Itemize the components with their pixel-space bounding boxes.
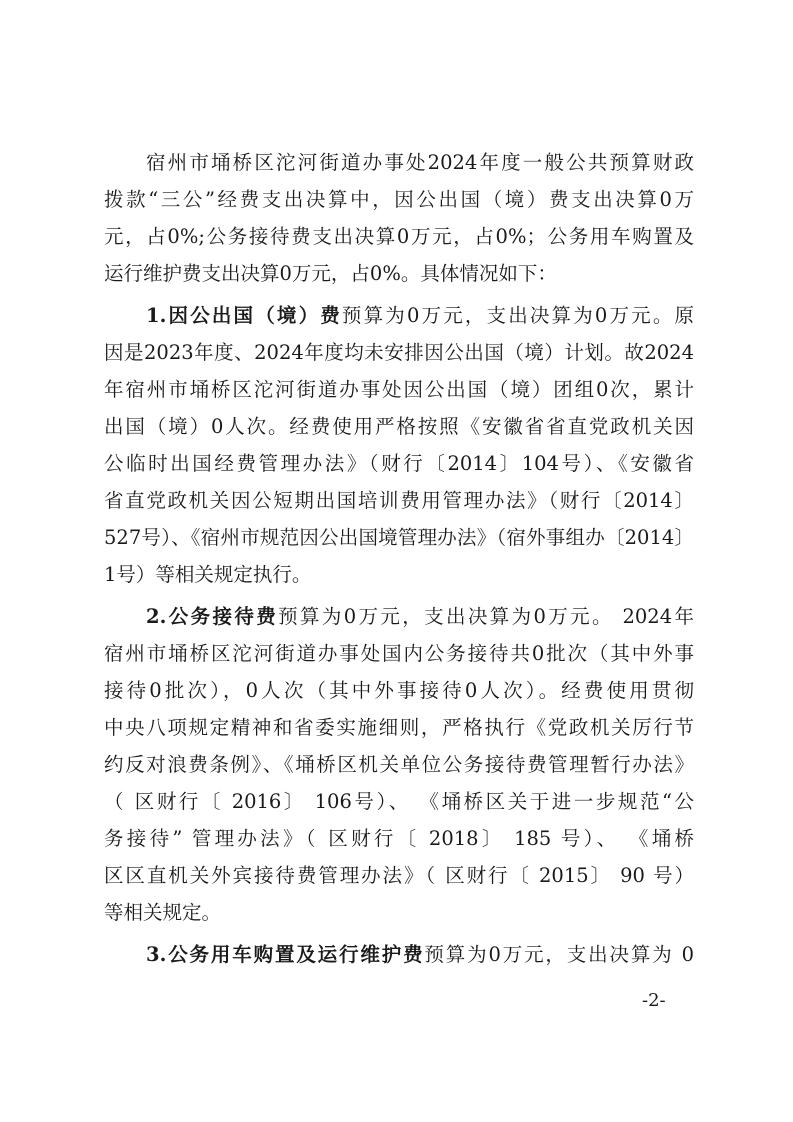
paragraph-3-line-3: 接待0批次），0人次（其中外事接待0人次）。经费使用贯彻 xyxy=(104,679,694,702)
paragraph-2-line-8: 1号）等相关规定执行。 xyxy=(104,563,312,586)
paragraph-3-line-9: 等相关规定。 xyxy=(104,901,222,924)
section-text-vehicles: 预算为0万元，支出决算为 0 xyxy=(424,943,694,966)
paragraph-1-line-4: 运行维护费支出决算0万元，占0%。具体情况如下： xyxy=(104,262,557,285)
section-heading-travel: 1.因公出国（境）费 xyxy=(146,304,342,327)
paragraph-2-line-1 xyxy=(146,302,694,330)
page-number: -2- xyxy=(642,990,666,1011)
paragraph-3-line-2: 宿州市埇桥区沱河街道办事处国内公务接待共0批次（其中外事 xyxy=(104,642,694,665)
paragraph-3-line-6: （ 区财行〔 2016〕 106号）、 《埇桥区关于进一步规范“公 xyxy=(104,790,694,813)
paragraph-2-line-2: 因是2023年度、2024年度均未安排因公出国（境）计划。故2024 xyxy=(104,341,694,364)
paragraph-1-line-1: 宿州市埇桥区沱河街道办事处2024年度一般公共预算财政 xyxy=(146,151,694,174)
section-heading-reception: 2.公务接待费 xyxy=(146,605,279,628)
paragraph-3-line-4: 中央八项规定精神和省委实施细则，严格执行《党政机关厉行节 xyxy=(104,716,694,739)
paragraph-2-line-5: 公临时出国经费管理办法》（财行〔2014〕104号）、《安徽省 xyxy=(104,452,694,475)
paragraph-3-line-7: 务接待” 管理办法》（ 区财行〔 2018〕 185 号）、 《埇桥 xyxy=(104,827,694,850)
paragraph-3-line-5: 约反对浪费条例》、《埇桥区机关单位公务接待费管理暂行办法》 xyxy=(104,753,694,776)
paragraph-2-line-3: 年宿州市埇桥区沱河街道办事处因公出国（境）团组0次，累计 xyxy=(104,378,694,401)
section-text-travel: 预算为0万元，支出决算为0万元。原 xyxy=(341,304,694,327)
paragraph-2-line-4: 出国（境）0人次。经费使用严格按照《安徽省省直党政机关因 xyxy=(104,415,694,438)
section-heading-vehicles: 3.公务用车购置及运行维护费 xyxy=(146,943,425,966)
paragraph-2-line-7: 527号）、《宿州市规范因公出国境管理办法》（宿外事组办〔2014〕 xyxy=(104,526,694,549)
paragraph-3-line-1 xyxy=(146,603,694,631)
paragraph-1-line-2: 拨款“三公”经费支出决算中，因公出国（境）费支出决算0万 xyxy=(104,188,694,211)
section-text-reception: 预算为0万元，支出决算为0万元。 2024年 xyxy=(278,605,694,628)
paragraph-1-line-3: 元，占0%;公务接待费支出决算0万元，占0%；公务用车购置及 xyxy=(104,225,694,248)
paragraph-3-line-8: 区区直机关外宾接待费管理办法》（ 区财行〔 2015〕 90 号） xyxy=(104,864,694,887)
paragraph-2-line-6: 省直党政机关因公短期出国培训费用管理办法》（财行〔2014〕 xyxy=(104,489,694,512)
paragraph-4-line-1 xyxy=(146,941,694,969)
